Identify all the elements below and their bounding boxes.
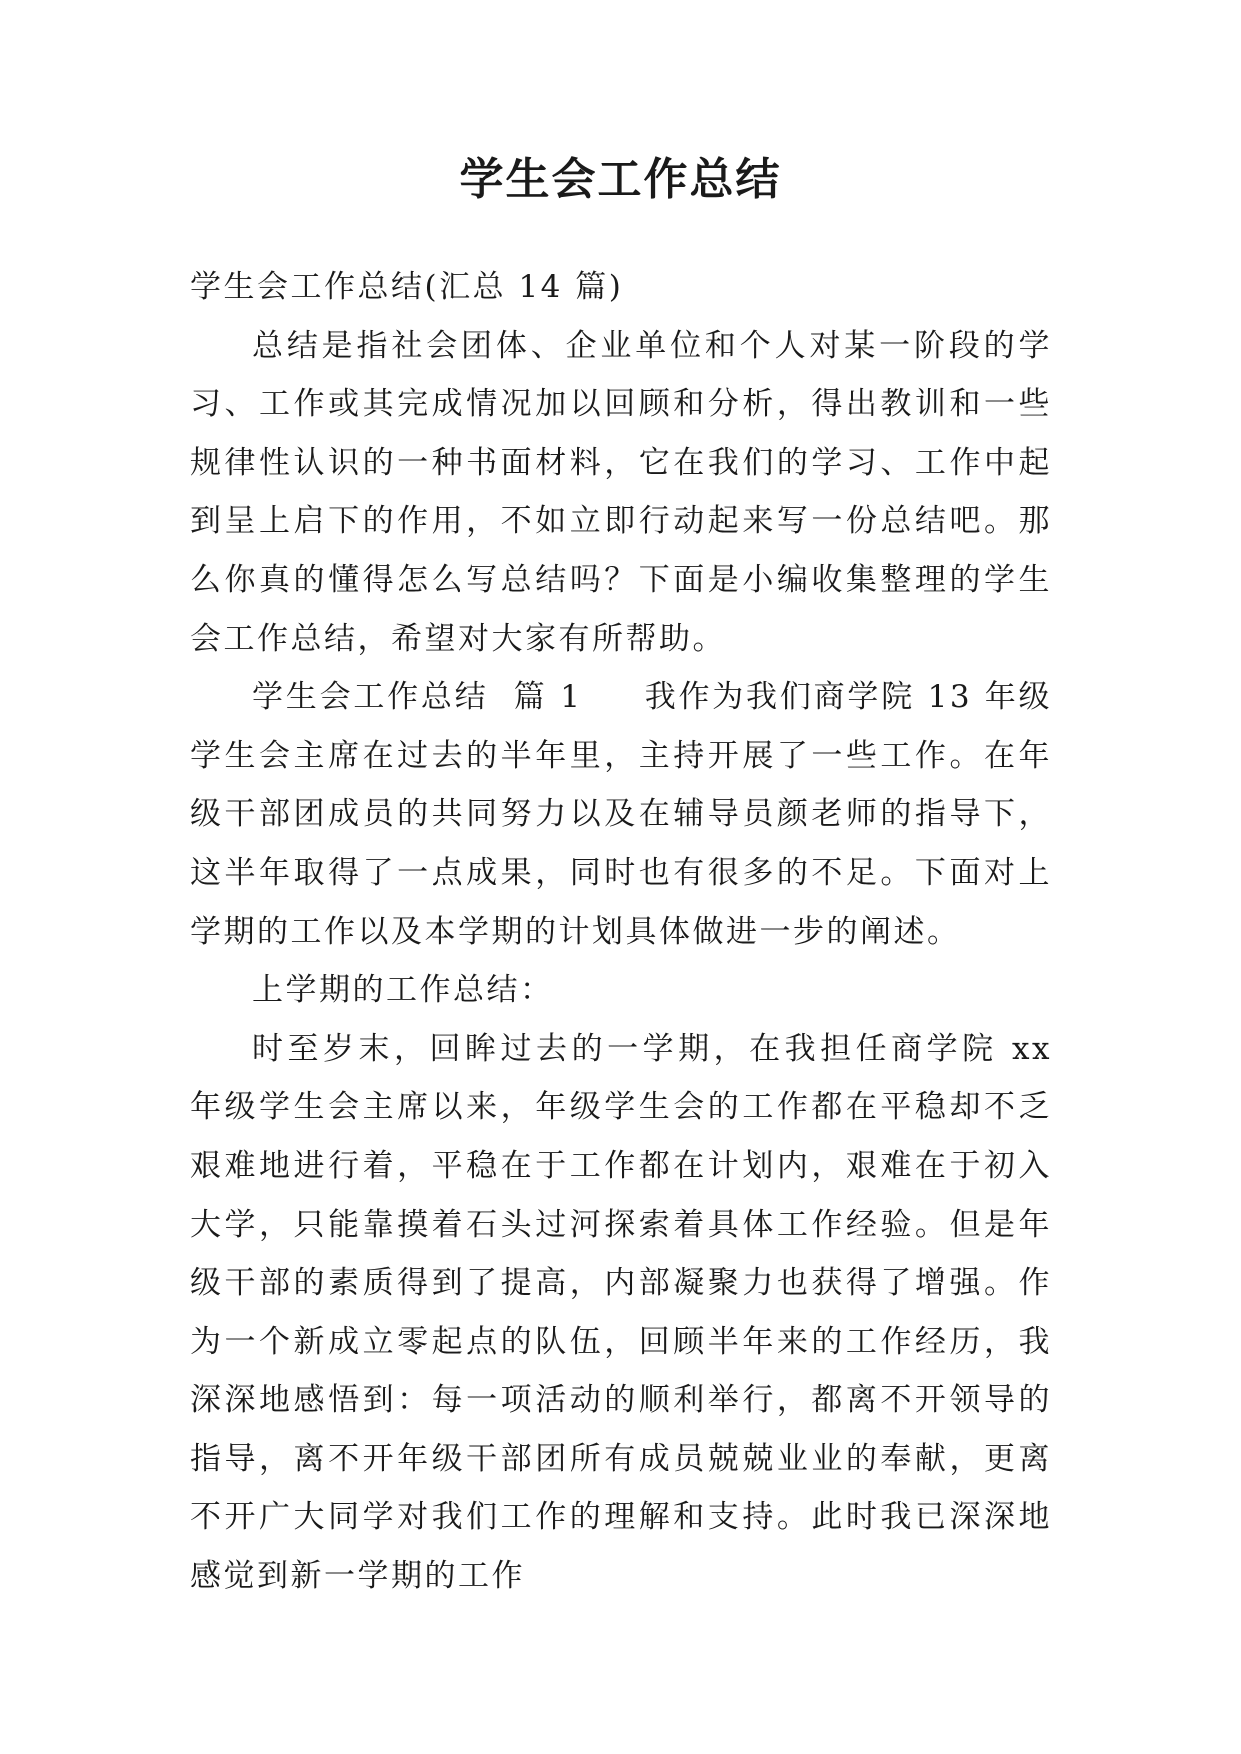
review-paragraph: 时至岁末，回眸过去的一学期，在我担任商学院 xx 年级学生会主席以来，年级学生会的工作都在平稳却不乏艰难地进行着，平稳在于工作都在计划内，艰难在于初入大学，只能靠摸着石头过河探索着具体工作经验。但是年级干部的素质得到了提高，内部凝聚力也获得了增强。作为一个新成立零起点的队伍，回顾半年来的工作经历，我深深地感悟到：每一项活动的顺利举行，都离不开领导的指导，离不开年级干部团所有成员兢兢业业的奉献，更离不开广大同学对我们工作的理解和支持。此时我已深深地感觉到新一学期的工作	[190, 1030, 1052, 1595]
chapter-1-paragraph	[190, 668, 1052, 961]
chapter-1-heading: 学生会工作总结 篇 1	[252, 679, 583, 716]
subtitle-line: 学生会工作总结(汇总 14 篇)	[190, 269, 624, 305]
section-heading: 上学期的工作总结：	[252, 972, 554, 1009]
document-body	[190, 258, 1052, 1606]
chapter-1-text: 我作为我们商学院 13 年级学生会主席在过去的半年里，主持开展了一些工作。在年级干部团成员的共同努力以及在辅导员颜老师的指导下，这半年取得了一点成果，同时也有很多的不足。下面对上学期的工作以及本学期的计划具体做进一步的阐述。	[190, 679, 1052, 950]
document-title: 学生会工作总结	[459, 154, 782, 205]
intro-paragraph: 总结是指社会团体、企业单位和个人对某一阶段的学习、工作或其完成情况加以回顾和分析，得出教训和一些规律性认识的一种书面材料，它在我们的学习、工作中起到呈上启下的作用，不如立即行动起来写一份总结吧。那么你真的懂得怎么写总结吗？下面是小编收集整理的学生会工作总结，希望对大家有所帮助。	[190, 327, 1052, 657]
